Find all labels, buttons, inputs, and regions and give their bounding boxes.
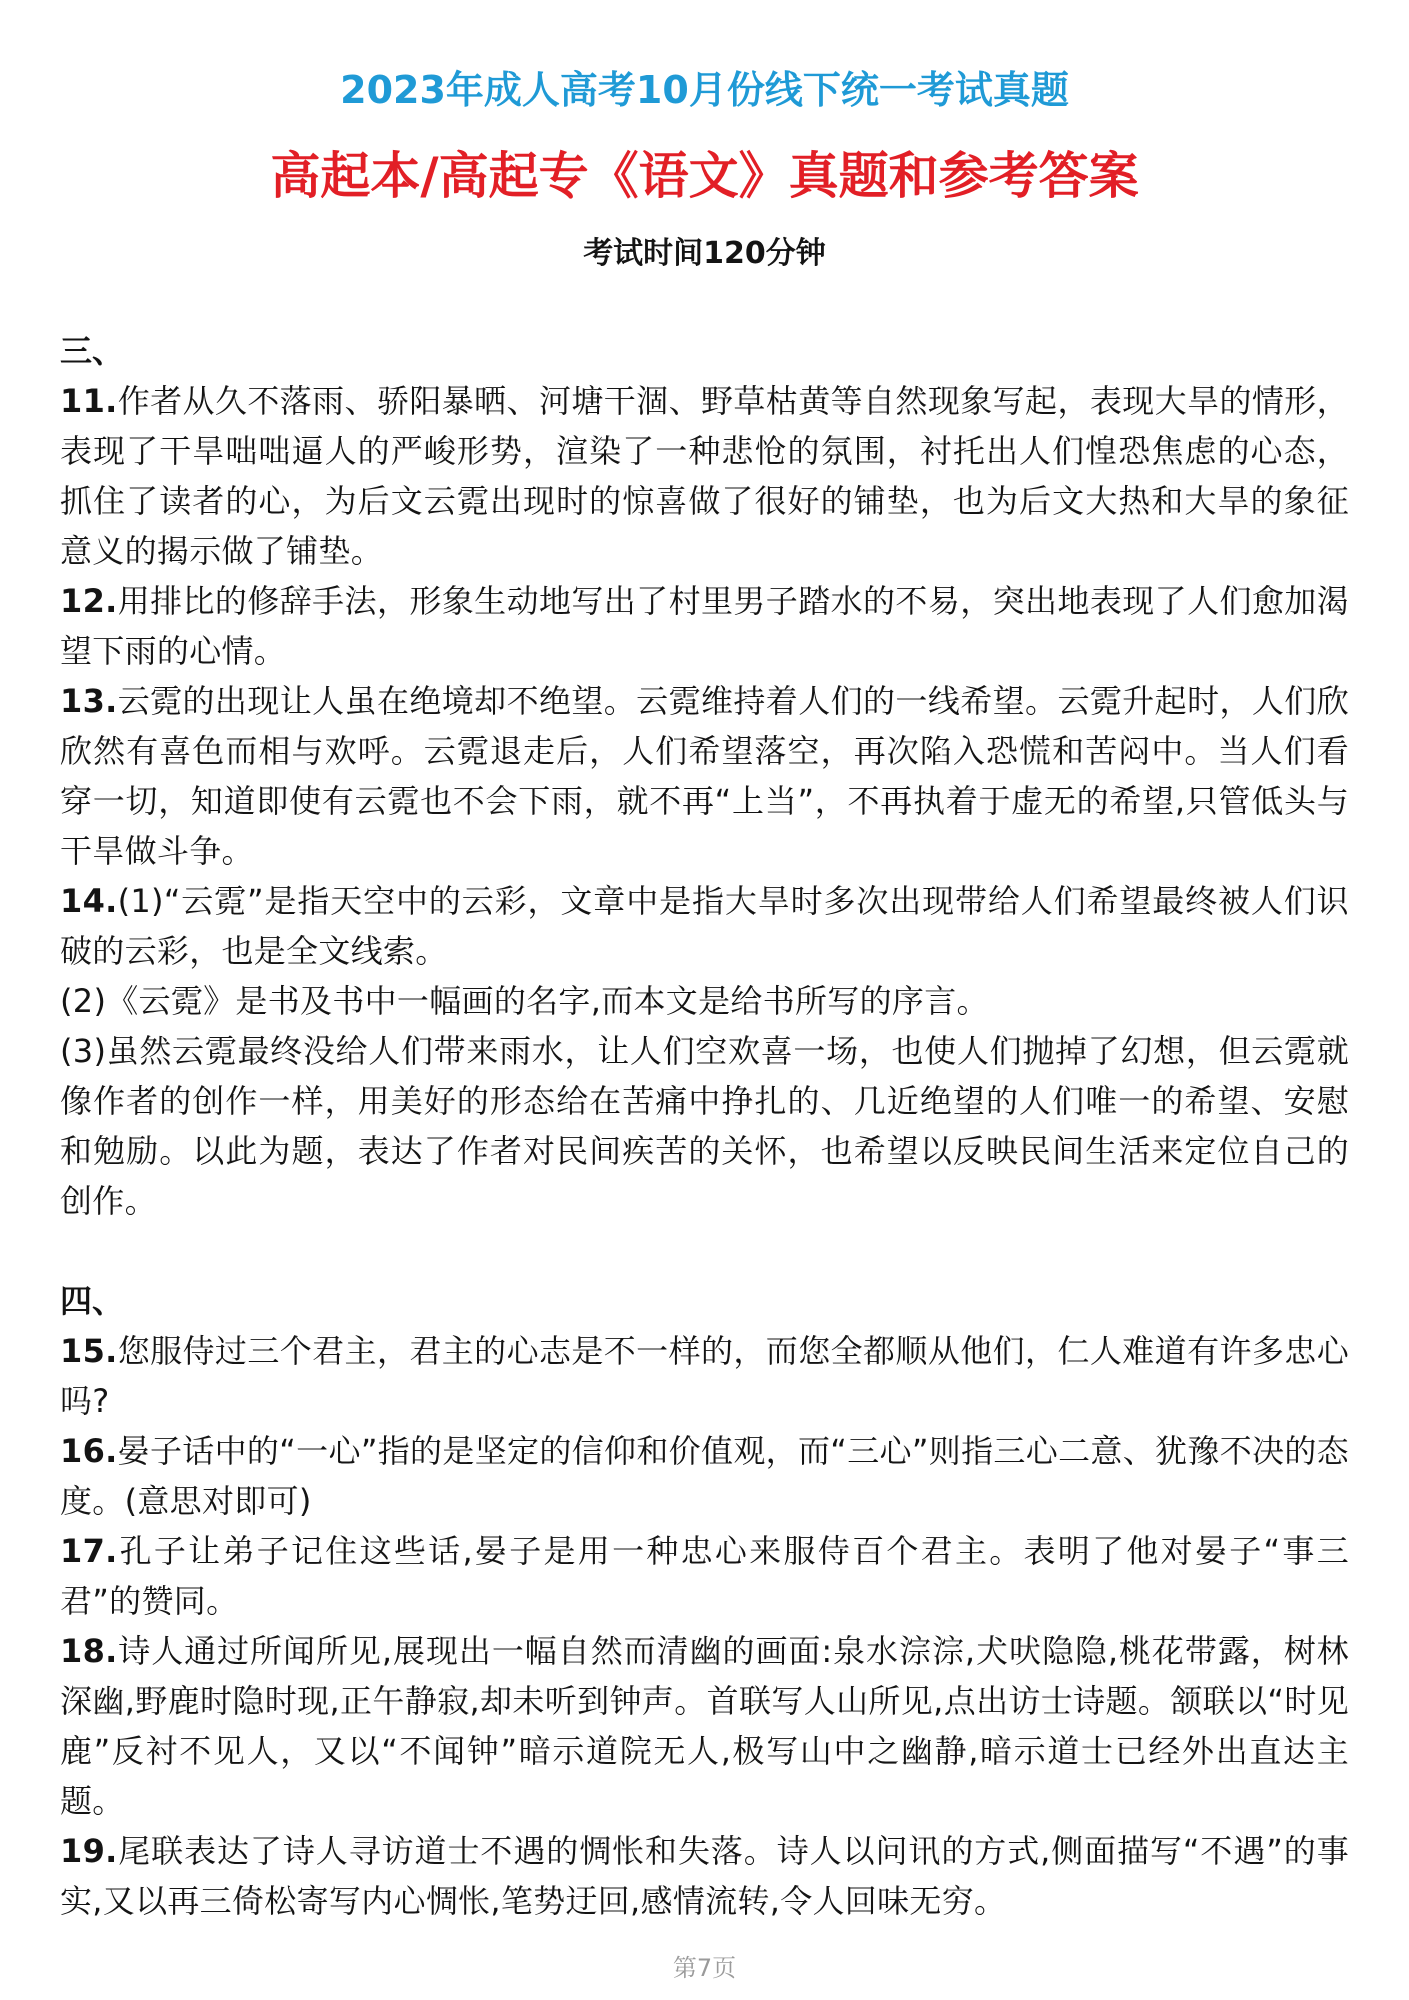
item-number: 14. — [60, 882, 118, 920]
item-text: (2)《云霓》是书及书中一幅画的名字,而本文是给书所写的序言。 — [60, 982, 989, 1020]
section-heading-4: 四、 — [60, 1282, 125, 1320]
item-text: 作者从久不落雨、骄阳暴晒、河塘干涸、野草枯黄等自然现象写起，表现大旱的情形，表现了干旱咄咄逼人的严峻形势，渲染了一种悲怆的氛围，衬托出人们惶恐焦虑的心态，抓住了读者的心，为后文云霓出现时的惊喜做了很好的铺垫，也为后文大热和大旱的象征意义的揭示做了铺垫。 — [60, 382, 1349, 570]
item-text: (1)“云霓”是指天空中的云彩，文章中是指大旱时多次出现带给人们希望最终被人们识破的云彩，也是全文线索。 — [60, 882, 1349, 970]
answer-item-11 — [60, 376, 1349, 576]
item-number: 17. — [60, 1532, 118, 1570]
item-text: 您服侍过三个君主，君主的心志是不一样的，而您全都顺从他们，仁人难道有许多忠心吗? — [60, 1332, 1349, 1420]
item-number: 12. — [60, 582, 118, 620]
document-header — [60, 0, 1349, 276]
item-number: 11. — [60, 382, 118, 420]
answer-item-12 — [60, 576, 1349, 676]
item-text: 孔子让弟子记住这些话,晏子是用一种忠心来服侍百个君主。表明了他对晏子“事三君”的赞同。 — [60, 1532, 1349, 1620]
answer-item-18 — [60, 1626, 1349, 1826]
answer-item-17 — [60, 1526, 1349, 1626]
answer-item-13 — [60, 676, 1349, 876]
answer-item-14-2 — [60, 976, 1349, 1026]
document-title: 高起本/高起专《语文》真题和参考答案 — [270, 147, 1139, 205]
answer-item-16 — [60, 1426, 1349, 1526]
answer-item-15 — [60, 1326, 1349, 1426]
section-gap — [60, 1226, 1349, 1276]
item-number: 15. — [60, 1332, 118, 1370]
item-number: 18. — [60, 1632, 118, 1670]
section-heading-3: 三、 — [60, 332, 125, 370]
item-text: 晏子话中的“一心”指的是坚定的信仰和价值观，而“三心”则指三心二意、犹豫不决的态度。(意思对即可) — [60, 1432, 1349, 1520]
item-text: 云霓的出现让人虽在绝境却不绝望。云霓维持着人们的一线希望。云霓升起时，人们欣欣然有喜色而相与欢呼。云霓退走后，人们希望落空，再次陷入恐慌和苦闷中。当人们看穿一切，知道即使有云霓也不会下雨，就不再“上当”，不再执着于虚无的希望,只管低头与干旱做斗争。 — [60, 682, 1349, 870]
item-text: (3)虽然云霓最终没给人们带来雨水，让人们空欢喜一场，也使人们抛掉了幻想，但云霓就像作者的创作一样，用美好的形态给在苦痛中挣扎的、几近绝望的人们唯一的希望、安慰和勉励。以此为题，表达了作者对民间疾苦的关怀，也希望以反映民间生活来定位自己的创作。 — [60, 1032, 1349, 1220]
item-text: 尾联表达了诗人寻访道士不遇的惆怅和失落。诗人以问讯的方式,侧面描写“不遇”的事实,又以再三倚松寄写内心惆怅,笔势迂回,感情流转,令人回味无穷。 — [60, 1832, 1349, 1920]
page-number: 第7页 — [672, 1954, 737, 1982]
item-number: 19. — [60, 1832, 118, 1870]
item-number: 16. — [60, 1432, 118, 1470]
item-text: 用排比的修辞手法，形象生动地写出了村里男子踏水的不易，突出地表现了人们愈加渴望下雨的心情。 — [60, 582, 1349, 670]
item-number: 13. — [60, 682, 118, 720]
exam-time: 考试时间120分钟 — [583, 236, 826, 271]
answer-item-19 — [60, 1826, 1349, 1926]
exam-subtitle: 2023年成人高考10月份线下统一考试真题 — [340, 68, 1069, 112]
answer-item-14-1 — [60, 876, 1349, 976]
item-text: 诗人通过所闻所见,展现出一幅自然而清幽的画面:泉水淙淙,犬吠隐隐,桃花带露，树林深幽,野鹿时隐时现,正午静寂,却未听到钟声。首联写人山所见,点出访士诗题。颔联以“时见鹿”反衬不见人，又以“不闻钟”暗示道院无人,极写山中之幽静,暗示道士已经外出直达主题。 — [60, 1632, 1349, 1820]
answer-content — [60, 326, 1349, 1926]
answer-item-14-3 — [60, 1026, 1349, 1226]
